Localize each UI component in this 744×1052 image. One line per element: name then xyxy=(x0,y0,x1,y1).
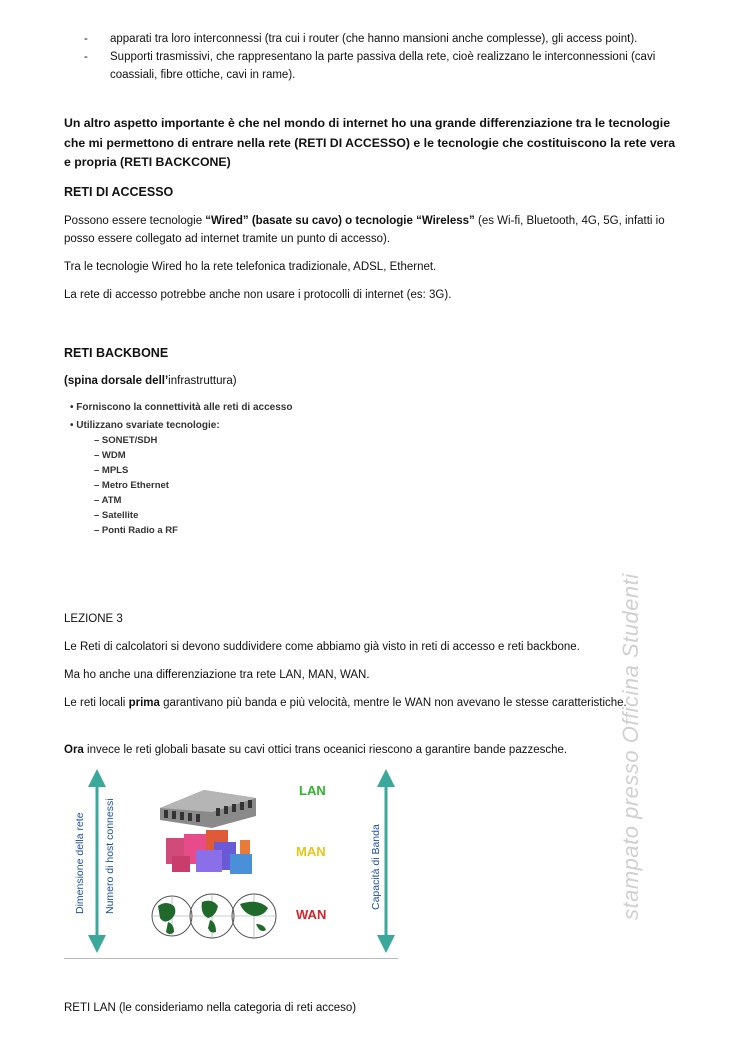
network-scale-diagram xyxy=(64,768,398,960)
backbone-subtitle xyxy=(64,372,684,390)
slide-tech-item: – WDM xyxy=(94,450,126,461)
hosts-axis-label: Numero di host connessi xyxy=(104,798,116,914)
slide-tech-item: – Ponti Radio a RF xyxy=(94,525,178,536)
lesson-paragraph-3 xyxy=(64,694,684,712)
size-axis-label: Dimensione della rete xyxy=(74,812,86,914)
text-span-bold: prima xyxy=(128,697,160,709)
slide-tech-item: – SONET/SDH xyxy=(94,435,158,446)
wan-label: WAN xyxy=(296,907,327,922)
slide-tech-item: – Satellite xyxy=(94,510,139,521)
lesson-title: LEZIONE 3 xyxy=(64,613,123,625)
paragraph-accesso-3: La rete di accesso potrebbe anche non usare i protocolli di internet (es: 3G). xyxy=(64,289,452,301)
lesson-paragraph-2: Ma ho anche una differenziazione tra rete LAN, MAN, WAN. xyxy=(64,669,370,681)
list-item: - Supporti trasmissivi, che rappresentano la parte passiva della rete, cioè realizzano le interconnessioni (cavi coassiali, fibre ottiche, cavi in rame). xyxy=(84,48,684,84)
backbone-slide-image xyxy=(64,396,364,546)
divider xyxy=(64,958,398,959)
text-span-bold: “Wireless” xyxy=(416,215,475,227)
bandwidth-axis-label: Capacità di Banda xyxy=(370,824,382,910)
slide-line: • Utilizzano svariate tecnologie: xyxy=(70,420,220,431)
watermark-text: stampato presso Officina Studenti xyxy=(618,573,643,920)
man-label: MAN xyxy=(296,844,326,859)
text-span-bold: Ora xyxy=(64,744,84,756)
section-heading-accesso: RETI DI ACCESSO xyxy=(64,185,174,199)
text-span: garantivano più banda e più velocità, mentre le WAN non avevano le stesse caratteristiche. xyxy=(159,697,627,709)
lan-label: LAN xyxy=(299,783,326,798)
paragraph-accesso-2: Tra le tecnologie Wired ho la rete telefonica tradizionale, ADSL, Ethernet. xyxy=(64,261,437,273)
building-icon xyxy=(160,790,256,828)
slide-tech-item: – Metro Ethernet xyxy=(94,480,169,491)
slide-tech-item: – MPLS xyxy=(94,465,129,476)
list-item: - apparati tra loro interconnessi (tra cui i router (che hanno mansioni anche complesse), gli access point). xyxy=(84,30,684,48)
lesson-paragraph-4 xyxy=(64,741,684,759)
text-span: Possono essere tecnologie xyxy=(64,215,206,227)
lesson-paragraph-1: Le Reti di calcolatori si devono suddividere come abbiamo già visto in reti di accesso e reti backbone. xyxy=(64,641,580,653)
text-span: invece le reti globali basate su cavi ottici trans oceanici riescono a garantire bande pazzesche. xyxy=(83,744,568,756)
city-icon xyxy=(166,830,252,874)
world-map-icon xyxy=(152,894,276,938)
bullet-list xyxy=(84,30,684,84)
intro-paragraph: Un altro aspetto importante è che nel mondo di internet ho una grande differenziazione tra le tecnologie che mi permettono di entrare nella rete (RETI DI ACCESSO) e le tecnologie che costituiscono la rete vera e propria (RETI BACKCONE) xyxy=(64,116,676,169)
slide-tech-item: – ATM xyxy=(94,495,122,506)
text-span-bold: (spina dorsale dell’ xyxy=(64,375,169,387)
text-span: Le reti locali xyxy=(64,697,129,709)
text-span-bold: o tecnologie xyxy=(341,215,417,227)
text-span: infrastruttura) xyxy=(168,375,237,387)
text-span-bold: “Wired” (basate su cavo) xyxy=(205,215,342,227)
section-heading-backbone: RETI BACKBONE xyxy=(64,346,169,360)
text-span: (es Wi-fi, Bluetooth, 4G, 5G, infatti io posso essere collegato ad internet tramite un punto di accesso). xyxy=(64,215,665,245)
footer-paragraph: RETI LAN (le consideriamo nella categoria di reti acceso) xyxy=(64,1002,357,1014)
paragraph-accesso-1 xyxy=(64,212,684,248)
slide-line: • Forniscono la connettività alle reti di accesso xyxy=(70,402,293,413)
